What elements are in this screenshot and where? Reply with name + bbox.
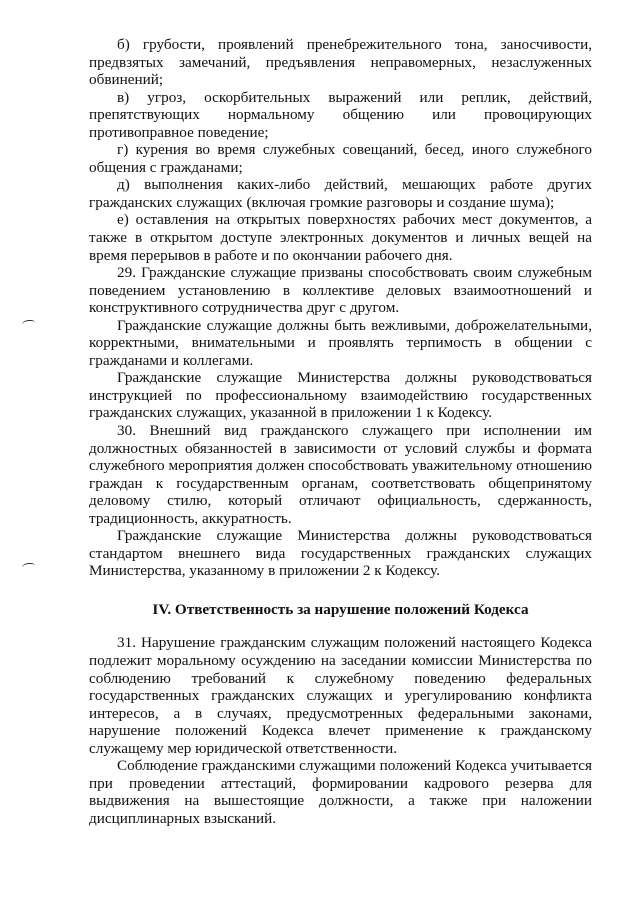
paragraph-30-standard: Гражданские служащие Министерства должны руководствоваться стандартом внешнего вида государственных гражданских служащих Министерства, указанному в приложении 2 к Кодексу. [89, 527, 592, 580]
paragraph-31-compliance: Соблюдение гражданскими служащими положений Кодекса учитывается при проведении аттестаций, формировании кадрового резерва для выдвижения на вышестоящие должности, а также при наложении дисциплинарных взысканий. [89, 757, 592, 827]
paragraph-29-courtesy: Гражданские служащие должны быть вежливыми, доброжелательными, корректными, внимательными и проявлять терпимость в общении с гражданами и коллегами. [89, 316, 592, 369]
section-heading: IV. Ответственность за нарушение положений Кодекса [152, 600, 529, 618]
margin-scan-mark-bottom [22, 562, 36, 571]
paragraph-item-d: д) выполнения каких-либо действий, мешающих работе других гражданских служащих (включая громкие разговоры и создание шума); [89, 176, 592, 211]
paragraph-29: 29. Гражданские служащие призваны способствовать своим служебным поведением установлению в коллективе деловых взаимоотношений и конструктивного сотрудничества друг с другом. [89, 264, 592, 317]
paragraph-item-v: в) угроз, оскорбительных выражений или реплик, действий, препятствующих нормальному общению или провоцирующих противоправное поведение; [89, 88, 592, 141]
paragraph-30: 30. Внешний вид гражданского служащего при исполнении им должностных обязанностей в зависимости от условий службы и формата служебного мероприятия должен способствовать уважительному отношению граждан к государственным органам, соответствовать общепринятому деловому стилю, который отличают официальность, сдержанность, традиционность, аккуратность. [89, 422, 592, 527]
margin-scan-mark-top [22, 319, 36, 328]
paragraph-item-e: е) оставления на открытых поверхностях рабочих мест документов, а также в открытом доступе электронных документов и личных вещей на время перерывов в работе и по окончании рабочего дня. [89, 211, 592, 264]
paragraph-29-instruction: Гражданские служащие Министерства должны руководствоваться инструкцией по профессиональному взаимодействию государственных гражданских служащих, указанной в приложении 1 к Кодексу. [89, 369, 592, 422]
document-page [89, 36, 592, 827]
paragraph-item-b: б) грубости, проявлений пренебрежительного тона, заносчивости, предвзятых замечаний, предъявления неправомерных, незаслуженных обвинений; [89, 36, 592, 89]
paragraph-31: 31. Нарушение гражданским служащим положений настоящего Кодекса подлежит моральному осуждению на заседании комиссии Министерства по соблюдению требований к служебному поведению федеральных государственных гражданских служащих и урегулированию конфликта интересов, а в случаях, предусмотренных федеральными законами, нарушение положений Кодекса влечет применение к гражданскому служащему мер юридической ответственности. [89, 634, 592, 757]
paragraph-item-g: г) курения во время служебных совещаний, бесед, иного служебного общения с гражданами; [89, 141, 592, 176]
